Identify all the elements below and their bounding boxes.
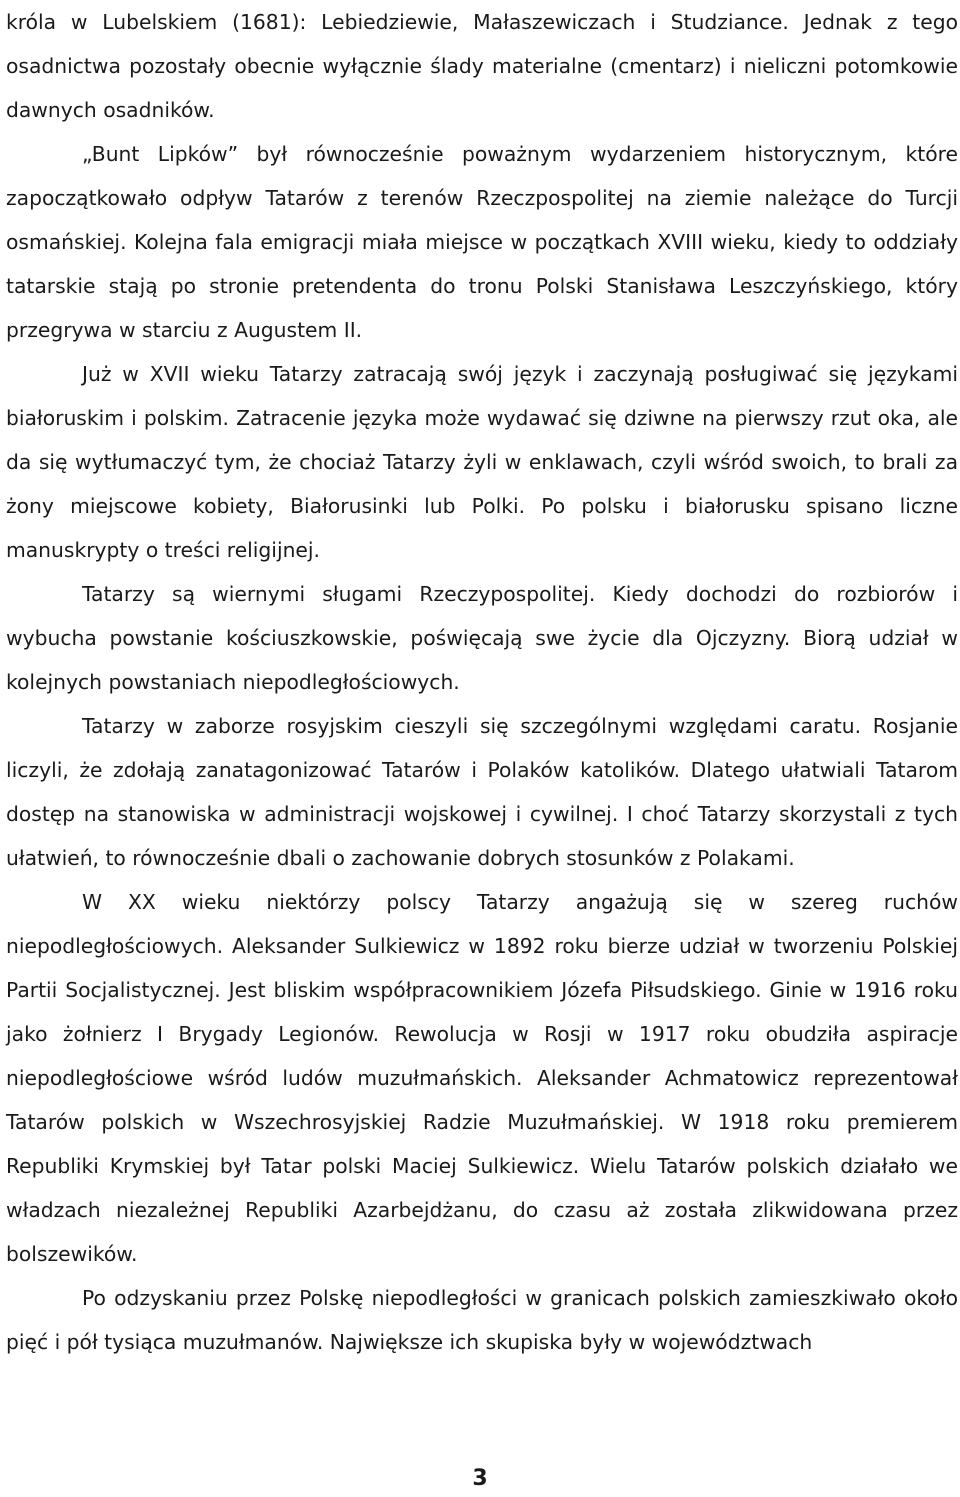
paragraph-6: W XX wieku niektórzy polscy Tatarzy angażują się w szereg ruchów niepodległościowych. Aleksander Sulkiewicz w 1892 roku bierze udział w tworzeniu Polskiej Partii Socjalistycznej. Jest bliskim współpracownikiem Józefa Piłsudskiego. Ginie w 1916 roku jako żołnierz I Brygady Legionów. Rewolucja w Rosji w 1917 roku obudziła aspiracje niepodległościowe wśród ludów muzułmańskich. Aleksander Achmatowicz reprezentował Tatarów polskich w Wszechrosyjskiej Radzie Muzułmańskiej. W 1918 roku premierem Republiki Krymskiej był Tatar polski Maciej Sulkiewicz. Wielu Tatarów polskich działało we władzach niezależnej Republiki Azarbejdżanu, do czasu aż została zlikwidowana przez bolszewików. <box>6 890 958 1266</box>
paragraph-1: króla w Lubelskiem (1681): Lebiedziewie, Małaszewiczach i Studziance. Jednak z tego osadnictwa pozostały obecnie wyłącznie ślady materialne (cmentarz) i nieliczni potomkowie dawnych osadników. <box>6 10 958 122</box>
paragraph-5: Tatarzy w zaborze rosyjskim cieszyli się szczególnymi względami caratu. Rosjanie liczyli, że zdołają zanatagonizować Tatarów i Polaków katolików. Dlatego ułatwiali Tatarom dostęp na stanowiska w administracji wojskowej i cywilnej. I choć Tatarzy skorzystali z tych ułatwień, to równocześnie dbali o zachowanie dobrych stosunków z Polakami. <box>6 714 958 870</box>
paragraph-4: Tatarzy są wiernymi sługami Rzeczypospolitej. Kiedy dochodzi do rozbiorów i wybucha powstanie kościuszkowskie, poświęcają swe życie dla Ojczyzny. Biorą udział w kolejnych powstaniach niepodległościowych. <box>6 582 958 694</box>
body-text <box>6 0 958 1364</box>
paragraph-2: „Bunt Lipków” był równocześnie poważnym wydarzeniem historycznym, które zapoczątkowało odpływ Tatarów z terenów Rzeczpospolitej na ziemie należące do Turcji osmańskiej. Kolejna fala emigracji miała miejsce w początkach XVIII wieku, kiedy to oddziały tatarskie stają po stronie pretendenta do tronu Polski Stanisława Leszczyńskiego, który przegrywa w starciu z Augustem II. <box>6 142 958 342</box>
page-number: 3 <box>472 1466 488 1491</box>
paragraph-3: Już w XVII wieku Tatarzy zatracają swój język i zaczynają posługiwać się językami białoruskim i polskim. Zatracenie języka może wydawać się dziwne na pierwszy rzut oka, ale da się wytłumaczyć tym, że chociaż Tatarzy żyli w enklawach, czyli wśród swoich, to brali za żony miejscowe kobiety, Białorusinki lub Polki. Po polsku i białorusku spisano liczne manuskrypty o treści religijnej. <box>6 362 958 562</box>
paragraph-7: Po odzyskaniu przez Polskę niepodległości w granicach polskich zamieszkiwało około pięć i pół tysiąca muzułmanów. Największe ich skupiska były w województwach <box>6 1286 958 1354</box>
